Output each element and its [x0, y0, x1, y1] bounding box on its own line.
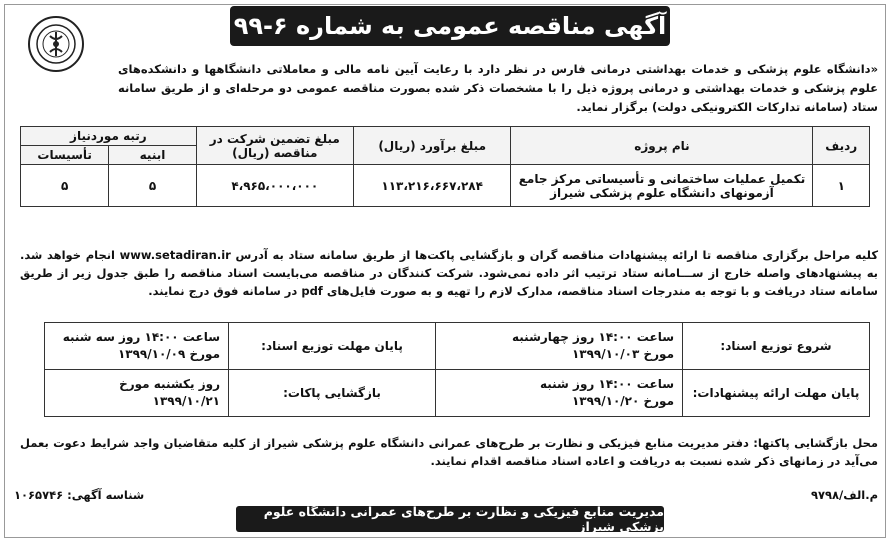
cell-building: ۵ [109, 165, 196, 207]
submission-end-label: پایان مهلت ارائه پیشنهادات: [683, 370, 870, 417]
opening-label: بازگشایی پاکات: [229, 370, 436, 417]
cell-guarantee: ۴،۹۶۵،۰۰۰،۰۰۰ [196, 165, 353, 207]
col-estimate-header: مبلغ برآورد (ریال) [353, 127, 511, 165]
table-row [21, 165, 870, 207]
ad-id: شناسه آگهی: ۱۰۶۵۷۴۶ [14, 488, 145, 502]
col-name-header: نام پروژه [511, 127, 813, 165]
cell-estimate: ۱۱۳،۲۱۶،۶۶۷،۲۸۴ [353, 165, 511, 207]
distribution-start-date: مورخ ۱۳۹۹/۱۰/۰۳ [571, 347, 674, 361]
submission-end-date: مورخ ۱۳۹۹/۱۰/۲۰ [571, 394, 674, 408]
opening-paragraph: محل بازگشایی پاکتها: دفتر مدیریت منابع فیزیکی و نظارت بر طرح‌های عمرانی دانشگاه علوم پزشکی شیراز از کلیه متقاضیان واجد شرایط دعوت بعمل می‌آید در زمانهای ذکر شده نسبت به دریافت و اعاده اسناد مناقصه اقدام نمایند. [20, 436, 878, 468]
distribution-start-time: ساعت ۱۴:۰۰ روز چهارشنبه [512, 330, 674, 344]
distribution-start-label: شروع توزیع اسناد: [683, 323, 870, 370]
distribution-end-label: پایان مهلت توزیع اسناد: [229, 323, 436, 370]
university-seal-icon [28, 16, 84, 72]
ad-title: آگهی مناقصه عمومی به شماره ۶-۹۹ [230, 6, 670, 46]
cell-installations: ۵ [21, 165, 109, 207]
distribution-start-value [436, 323, 683, 370]
distribution-end-time: ساعت ۱۴:۰۰ روز سه شنبه [62, 330, 220, 344]
col-grade-header: رتبه موردنیاز [21, 127, 197, 146]
col-building-header: ابنیه [109, 146, 196, 165]
procedure-paragraph: کلیه مراحل برگزاری مناقصه تا ارائه پیشنهادات مناقصه گران و بازگشایی پاکت‌ها از طریق سامانه ستاد به آدرس www.setadiran.ir انجام خواهد شد. به پیشنهادهای واصله خارج از ســـامانه ستاد ترتیب اثر داده نمی‌شود. شرکت کنندگان در مناقصه می‌بایست اسناد مناقصه را طبق جدول زیر از طریق سامانه ستاد دریافت و با توجه به مندرجات اسناد مناقصه، مدارک لازم را تهیه و به صورت فایل‌های pdf در سامانه فوق درج نمایند. [20, 248, 879, 298]
submission-end-time: ساعت ۱۴:۰۰ روز شنبه [539, 377, 674, 391]
opening-value: روز یکشنبه مورخ ۱۳۹۹/۱۰/۲۱ [45, 370, 229, 417]
cell-row: ۱ [813, 165, 870, 207]
submission-end-value [436, 370, 683, 417]
cell-name: تکمیل عملیات ساختمانی و تأسیساتی مرکز جامع آزمونهای دانشگاه علوم پزشکی شیراز [511, 165, 813, 207]
reference-code: م.الف/۹۷۹۸ [810, 488, 878, 502]
intro-paragraph: «دانشگاه علوم پزشکی و خدمات بهداشتی درمانی فارس در نظر دارد با رعایت آیین نامه مالی و معاملاتی دانشگاهها و دانشکده‌های علوم پزشکی و خدمات بهداشتی و درمانی پروژه ذیل را با مشخصات ذکر شده بصورت مناقصه عمومی دو مرحله‌ای و از طریق سامانه ستاد (سامانه تدارکات الکترونیکی دولت) برگزار نماید. [118, 62, 878, 114]
schedule-table [44, 322, 870, 417]
issuer-banner: مدیریت منابع فیزیکی و نظارت بر طرح‌های عمرانی دانشگاه علوم پزشکی شیراز [236, 506, 664, 532]
col-guarantee-header: مبلغ تضمین شرکت در مناقصه (ریال) [196, 127, 353, 165]
col-installations-header: تأسیسات [21, 146, 109, 165]
col-row-header: ردیف [813, 127, 870, 165]
distribution-end-date: مورخ ۱۳۹۹/۱۰/۰۹ [117, 347, 220, 361]
distribution-end-value [45, 323, 229, 370]
projects-table [20, 126, 870, 207]
